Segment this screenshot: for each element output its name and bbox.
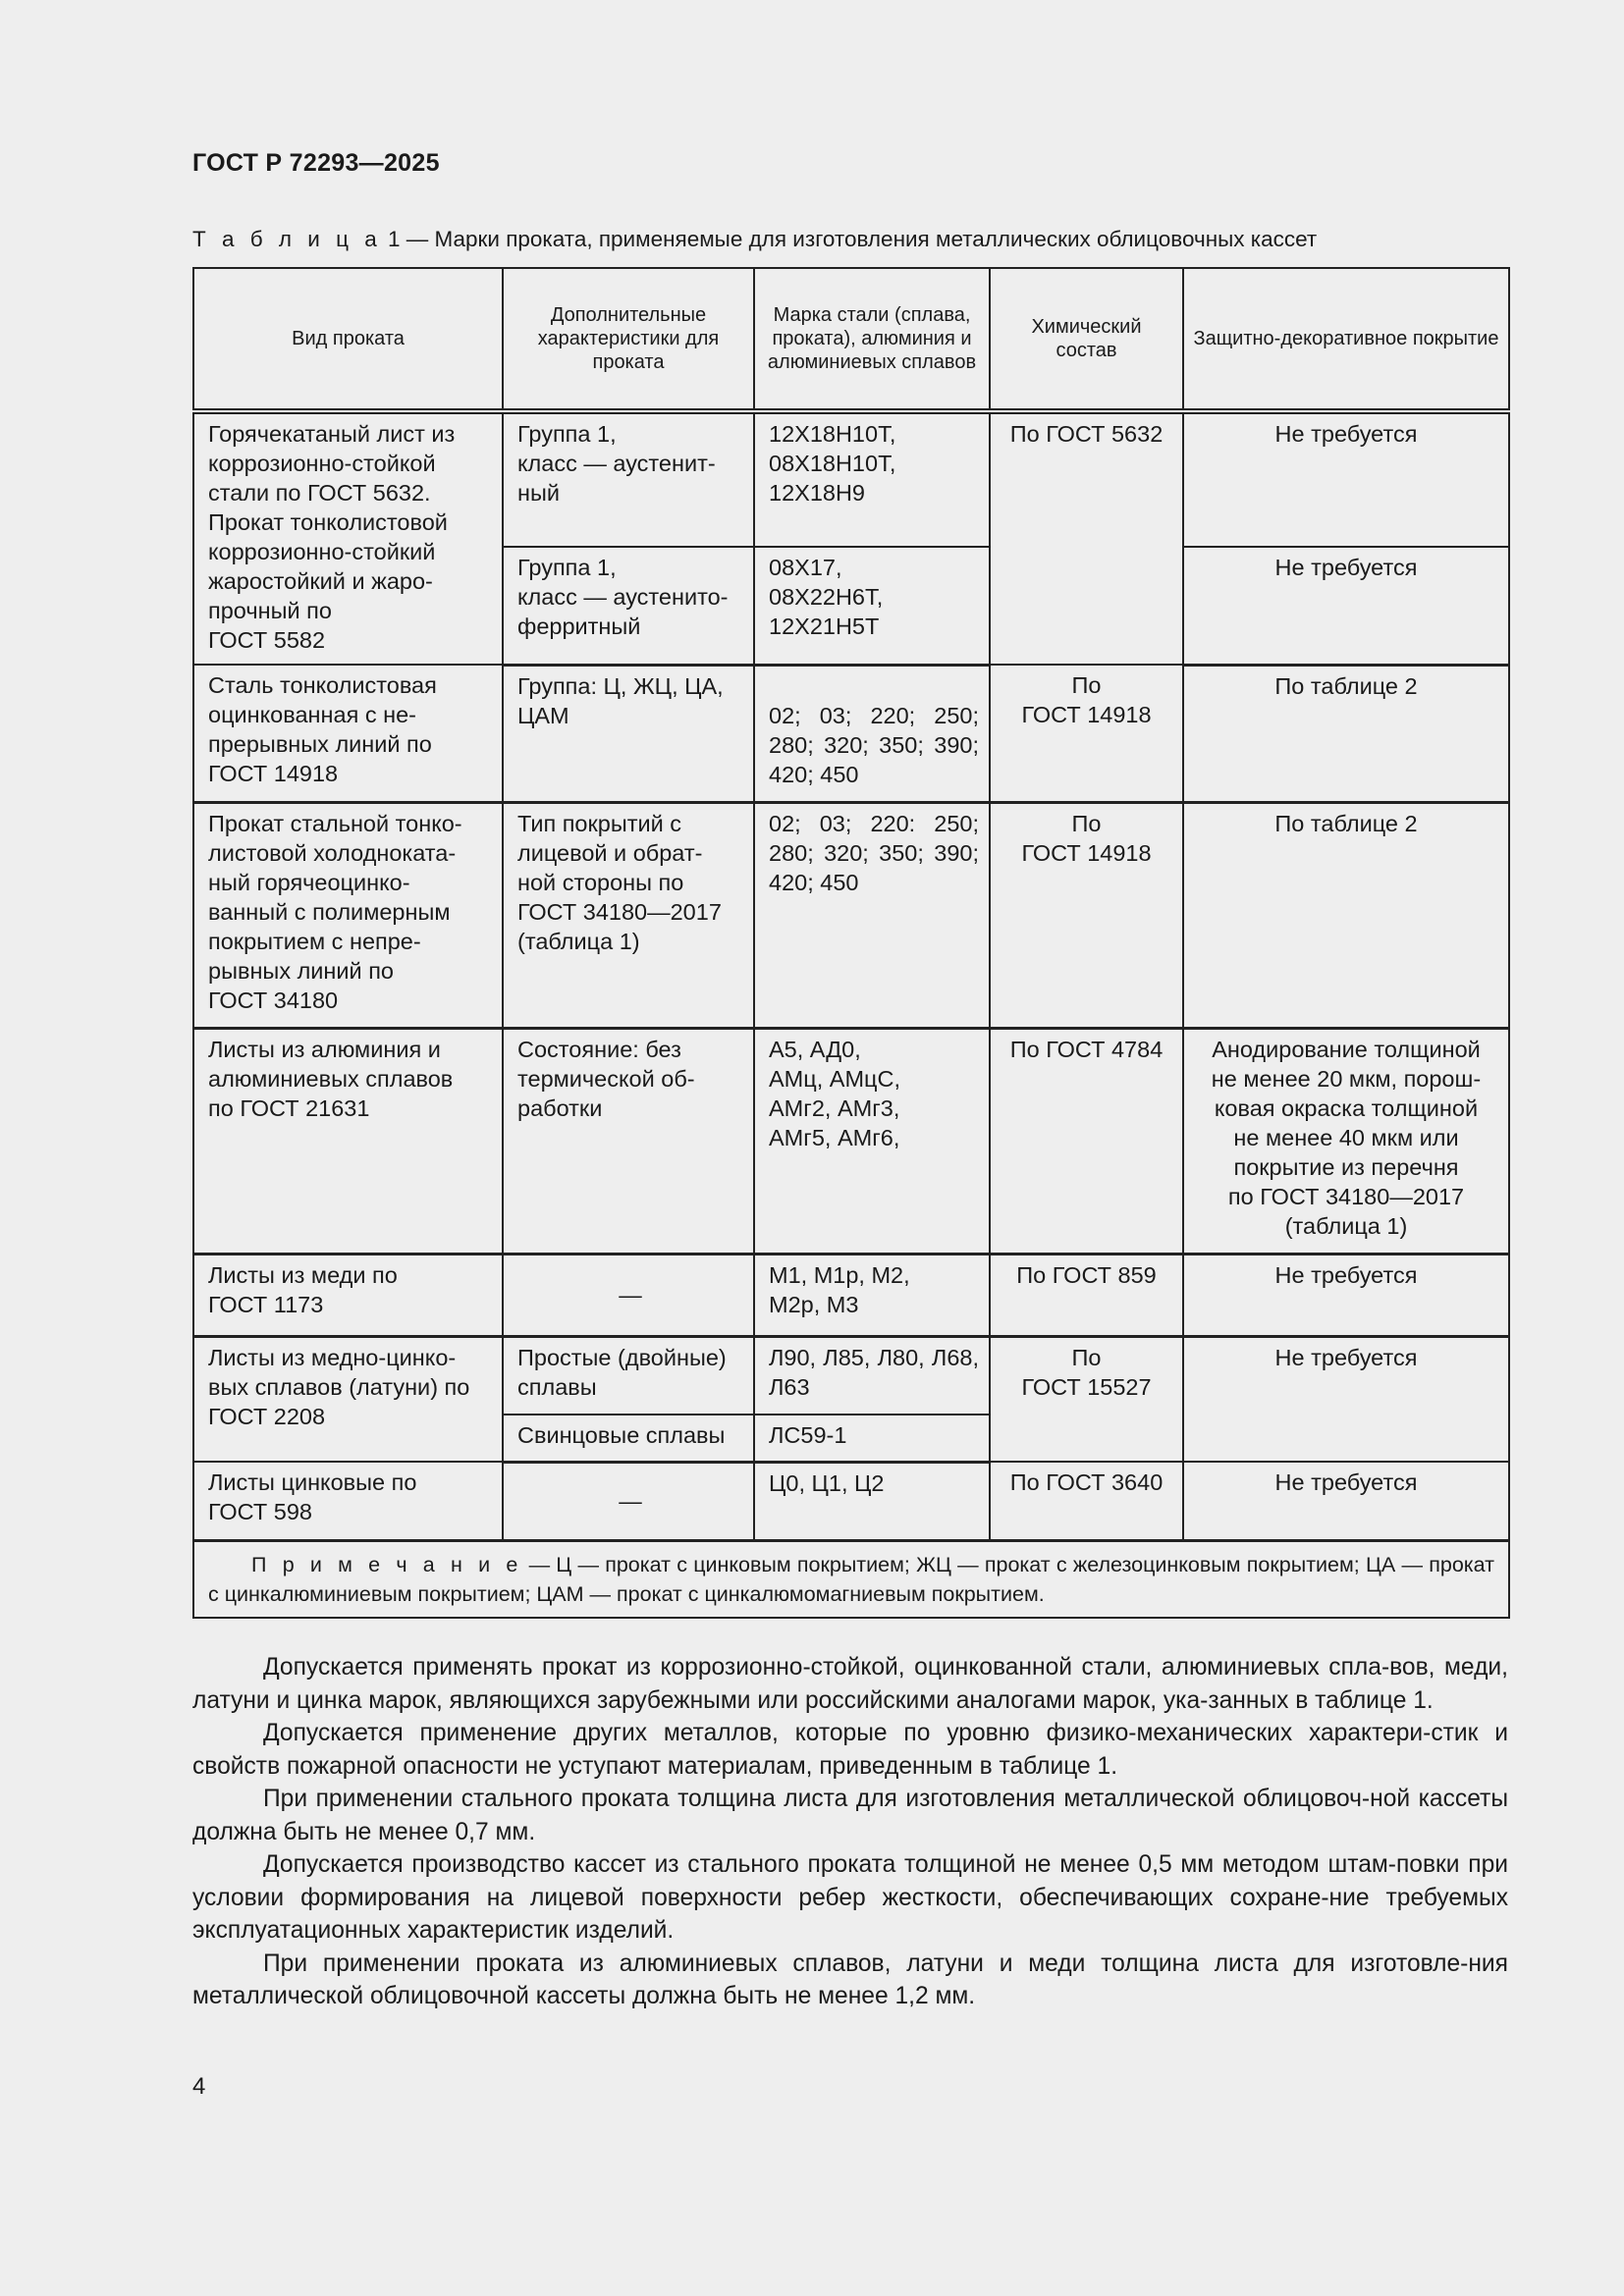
table-cell-chemical-composition: По ГОСТ 14918 <box>990 665 1183 802</box>
table-cell-grade: ЛС59-1 <box>754 1415 990 1462</box>
table-cell-characteristics: Состояние: без термической об- работки <box>503 1028 754 1254</box>
table-cell-product-type: Листы из меди по ГОСТ 1173 <box>193 1254 503 1336</box>
table-cell-grade: М1, М1р, М2, М2р, М3 <box>754 1254 990 1336</box>
table-cell-characteristics: Группа 1, класс — аустенито- ферритный <box>503 547 754 665</box>
paragraph: Допускается применять прокат из коррозионно-стойкой, оцинкованной стали, алюминиевых спла-вов, меди, латуни и цинка марок, являющихся зарубежными или российскими аналогами марок, ука-занных в таблице 1. <box>192 1654 1508 1714</box>
table-cell-grade: 08Х17, 08Х22Н6Т, 12Х21Н5Т <box>754 547 990 665</box>
paragraph: При применении проката из алюминиевых сплавов, латуни и меди толщина листа для изготовле-ния металлической облицовочной кассеты должна быть не менее 1,2 мм. <box>192 1949 1508 2009</box>
column-header: Вид проката <box>193 268 503 411</box>
column-header: Марка стали (сплава, проката), алюминия и алюминиевых сплавов <box>754 268 990 411</box>
body-text <box>192 1651 1508 2013</box>
table-cell-chemical-composition: По ГОСТ 15527 <box>990 1336 1183 1462</box>
table-cell-characteristics: Группа: Ц, ЖЦ, ЦА, ЦАМ <box>503 665 754 802</box>
note-text: — Ц — прокат с цинковым покрытием; ЖЦ — прокат с железоцинковым покрытием; ЦА — прокат с цинкалюминиевым покрытием; ЦАМ — прокат с цинкалюмомагниевым покрытием. <box>208 1552 1494 1606</box>
table-cell-characteristics: Тип покрытий с лицевой и обрат- ной стороны по ГОСТ 34180—2017 (таблица 1) <box>503 802 754 1028</box>
document-header: ГОСТ Р 72293—2025 <box>192 149 440 177</box>
table-row <box>193 665 1509 802</box>
table-header-row <box>193 268 1509 411</box>
table-row <box>193 411 1509 547</box>
table-row <box>193 802 1509 1028</box>
table-cell-product-type: Прокат стальной тонко- листовой холодноката- ный горячеоцинко- ванный с полимерным покрытием с непре- рывных линий по ГОСТ 34180 <box>193 802 503 1028</box>
table-caption-prefix: Т а б л и ц а <box>192 227 382 251</box>
table-cell-grade: 12Х18Н10Т, 08Х18Н10Т, 12Х18Н9 <box>754 411 990 547</box>
table-cell-characteristics: Группа 1, класс — аустенит- ный <box>503 411 754 547</box>
table-cell-coating: Анодирование толщиной не менее 20 мкм, порош- ковая окраска толщиной не менее 40 мкм или покрытие из перечня по ГОСТ 34180—2017 (таблица 1) <box>1183 1028 1509 1254</box>
table-cell-coating: Не требуется <box>1183 547 1509 665</box>
table-row <box>193 1028 1509 1254</box>
table-row <box>193 1336 1509 1415</box>
table-cell-coating: Не требуется <box>1183 411 1509 547</box>
table-cell-grade: Ц0, Ц1, Ц2 <box>754 1462 990 1540</box>
table-caption <box>192 227 1317 252</box>
rolled-products-table <box>192 267 1510 1619</box>
paragraph: При применении стального проката толщина листа для изготовления металлической облицовоч-ной кассеты должна быть не менее 0,7 мм. <box>192 1786 1508 1845</box>
table-cell-grade: 02; 03; 220: 250; 280; 320; 350; 390; 420; 450 <box>754 802 990 1028</box>
table-cell-characteristics: — <box>503 1462 754 1540</box>
table-row <box>193 1254 1509 1336</box>
table-note <box>193 1540 1509 1618</box>
table-cell-coating: Не требуется <box>1183 1462 1509 1540</box>
table-cell-coating: По таблице 2 <box>1183 665 1509 802</box>
table-cell-chemical-composition: По ГОСТ 4784 <box>990 1028 1183 1254</box>
column-header: Дополнительные характеристики для проката <box>503 268 754 411</box>
page-number: 4 <box>192 2073 206 2100</box>
table-cell-characteristics: Простые (двойные) сплавы <box>503 1336 754 1415</box>
note-label: П р и м е ч а н и е <box>251 1552 523 1576</box>
table-row <box>193 1462 1509 1540</box>
table-cell-product-type: Листы из медно-цинко- вых сплавов (латуни) по ГОСТ 2208 <box>193 1336 503 1462</box>
table-cell-product-type: Горячекатаный лист из коррозионно-стойкой стали по ГОСТ 5632. Прокат тонколистовой коррозионно-стойкий жаростойкий и жаро- прочный по ГОСТ 5582 <box>193 411 503 665</box>
paragraph: Допускается производство кассет из стального проката толщиной не менее 0,5 мм методом штам-повки при условии формирования на лицевой поверхности ребер жесткости, обеспечивающих сохране-ние требуемых эксплуатационных характеристик изделий. <box>192 1851 1508 1944</box>
table-cell-coating: Не требуется <box>1183 1254 1509 1336</box>
table-note-row <box>193 1540 1509 1618</box>
table-cell-product-type: Сталь тонколистовая оцинкованная с не- прерывных линий по ГОСТ 14918 <box>193 665 503 802</box>
table-cell-chemical-composition: По ГОСТ 859 <box>990 1254 1183 1336</box>
paragraph: Допускается применение других металлов, которые по уровню физико-механических характери-стик и свойств пожарной опасности не уступают материалам, приведенным в таблице 1. <box>192 1720 1508 1780</box>
table-cell-chemical-composition: По ГОСТ 14918 <box>990 802 1183 1028</box>
table-cell-grade: А5, АД0, АМц, АМцС, АМг2, АМг3, АМг5, АМг6, <box>754 1028 990 1254</box>
table-caption-text: 1 — Марки проката, применяемые для изготовления металлических облицовочных кассет <box>381 227 1318 251</box>
column-header: Защитно-декоративное покрытие <box>1183 268 1509 411</box>
table-cell-coating: Не требуется <box>1183 1336 1509 1462</box>
table-cell-characteristics: — <box>503 1254 754 1336</box>
table-cell-characteristics: Свинцовые сплавы <box>503 1415 754 1462</box>
table-cell-product-type: Листы цинковые по ГОСТ 598 <box>193 1462 503 1540</box>
table-cell-grade: 02; 03; 220; 250; 280; 320; 350; 390; 420; 450 <box>754 665 990 802</box>
column-header: Химический состав <box>990 268 1183 411</box>
table-cell-coating: По таблице 2 <box>1183 802 1509 1028</box>
table-cell-chemical-composition: По ГОСТ 3640 <box>990 1462 1183 1540</box>
table-cell-product-type: Листы из алюминия и алюминиевых сплавов по ГОСТ 21631 <box>193 1028 503 1254</box>
table-cell-grade: Л90, Л85, Л80, Л68, Л63 <box>754 1336 990 1415</box>
table-cell-chemical-composition: По ГОСТ 5632 <box>990 411 1183 665</box>
